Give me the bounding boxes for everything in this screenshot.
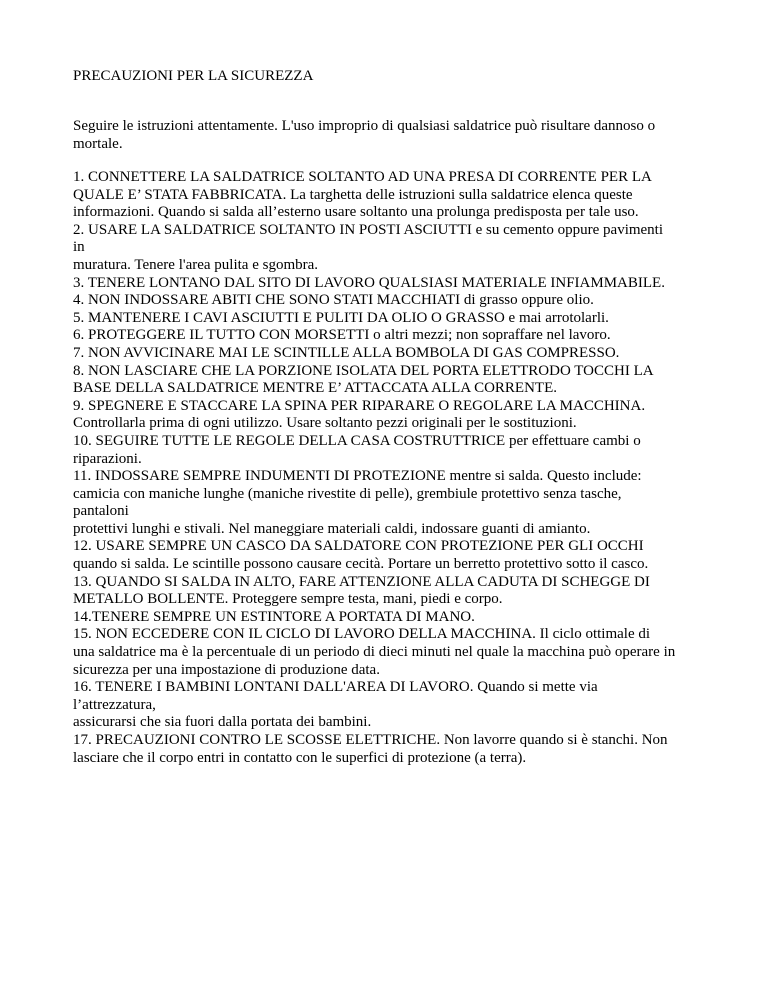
- body-line: 17. PRECAUZIONI CONTRO LE SCOSSE ELETTRICHE. Non lavorre quando si è stanchi. Non: [73, 732, 668, 748]
- body-line: 4. NON INDOSSARE ABITI CHE SONO STATI MACCHIATI di grasso oppure olio.: [73, 292, 594, 309]
- body-line: riparazioni.: [73, 450, 142, 467]
- intro-paragraph: [73, 118, 709, 153]
- body-line: 15. NON ECCEDERE CON IL CICLO DI LAVORO DELLA MACCHINA. Il ciclo ottimale di: [73, 626, 651, 643]
- body-line: METALLO BOLLENTE. Proteggere sempre testa, mani, piedi e corpo.: [73, 591, 503, 608]
- body-line: 16. TENERE I BAMBINI LONTANI DALL'AREA DI LAVORO. Quando si mette via: [73, 679, 598, 696]
- body-line: in: [73, 239, 85, 256]
- body-line: sicurezza per una impostazione di produzione data.: [73, 661, 380, 678]
- body-line: camicia con maniche lunghe (maniche rivestite di pelle), grembiule protettivo senza tasche,: [73, 485, 622, 502]
- body-line: una saldatrice ma è la percentuale di un periodo di dieci minuti nel quale la macchina può operare in: [73, 644, 676, 661]
- body-line: 2. USARE LA SALDATRICE SOLTANTO IN POSTI ASCIUTTI e su cemento oppure pavimenti: [73, 221, 664, 238]
- body-line: protettivi lunghi e stivali. Nel maneggiare materiali caldi, indossare guanti di amianto.: [73, 520, 591, 537]
- body-line: Controllarla prima di ogni utilizzo. Usare soltanto pezzi originali per le sostituzioni.: [73, 415, 577, 432]
- intro-line: mortale.: [73, 135, 123, 152]
- body-line: 9. SPEGNERE E STACCARE LA SPINA PER RIPARARE O REGOLARE LA MACCHINA.: [73, 397, 646, 414]
- body-line: muratura. Tenere l'area pulita e sgombra.: [73, 256, 319, 273]
- body-line: 14.TENERE SEMPRE UN ESTINTORE A PORTATA DI MANO.: [73, 608, 475, 625]
- document-title: PRECAUZIONI PER LA SICUREZZA: [73, 68, 314, 84]
- body-line: 11. INDOSSARE SEMPRE INDUMENTI DI PROTEZIONE mentre si salda. Questo include:: [73, 468, 642, 485]
- body-line: BASE DELLA SALDATRICE MENTRE E’ ATTACCATA ALLA CORRENTE.: [73, 380, 557, 397]
- body-line: 10. SEGUIRE TUTTE LE REGOLE DELLA CASA COSTRUTTRICE per effettuare cambi o: [73, 432, 641, 449]
- body-line: l’attrezzatura,: [73, 696, 156, 713]
- body-line: QUALE E’ STATA FABBRICATA. La targhetta delle istruzioni sulla saldatrice elenca queste: [73, 186, 633, 203]
- body-line: 13. QUANDO SI SALDA IN ALTO, FARE ATTENZIONE ALLA CADUTA DI SCHEGGE DI: [73, 573, 650, 590]
- body-line: pantaloni: [73, 503, 129, 520]
- intro-line: Seguire le istruzioni attentamente. L'uso improprio di qualsiasi saldatrice può risultare dannoso o: [73, 118, 656, 134]
- body-line: assicurarsi che sia fuori dalla portata dei bambini.: [73, 714, 372, 731]
- body-line: lasciare che il corpo entri in contatto con le superfici di protezione (a terra).: [73, 749, 527, 766]
- safety-instructions-list: [73, 169, 709, 767]
- body-line: 12. USARE SEMPRE UN CASCO DA SALDATORE CON PROTEZIONE PER GLI OCCHI: [73, 538, 644, 555]
- body-line: 3. TENERE LONTANO DAL SITO DI LAVORO QUALSIASI MATERIALE INFIAMMABILE.: [73, 274, 665, 291]
- body-line: quando si salda. Le scintille possono causare cecità. Portare un berretto protettivo sotto il casco.: [73, 556, 649, 573]
- body-line: 6. PROTEGGERE IL TUTTO CON MORSETTI o altri mezzi; non sopraffare nel lavoro.: [73, 327, 611, 344]
- body-line: 7. NON AVVICINARE MAI LE SCINTILLE ALLA BOMBOLA DI GAS COMPRESSO.: [73, 344, 620, 361]
- body-line: 8. NON LASCIARE CHE LA PORZIONE ISOLATA DEL PORTA ELETTRODO TOCCHI LA: [73, 362, 654, 379]
- body-line: 1. CONNETTERE LA SALDATRICE SOLTANTO AD UNA PRESA DI CORRENTE PER LA: [73, 169, 652, 185]
- body-line: informazioni. Quando si salda all’esterno usare soltanto una prolunga predisposta per tale uso.: [73, 204, 639, 221]
- body-line: 5. MANTENERE I CAVI ASCIUTTI E PULITI DA OLIO O GRASSO e mai arrotolarli.: [73, 309, 609, 326]
